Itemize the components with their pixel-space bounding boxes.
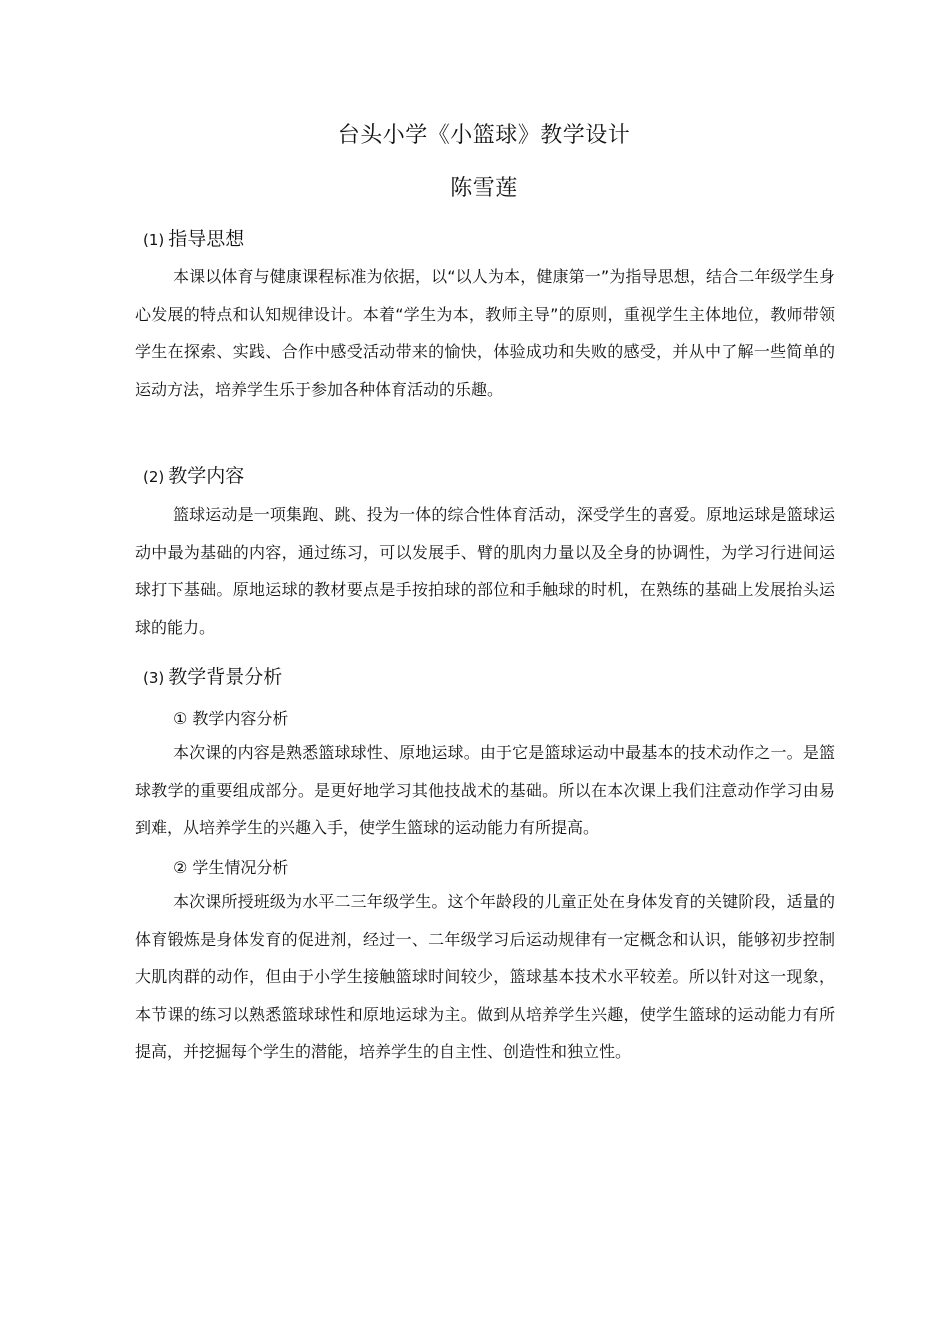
document-title: 台头小学《小篮球》教学设计 bbox=[337, 123, 631, 148]
section-paragraph: 篮球运动是一项集跑、跳、投为一体的综合性体育活动，深受学生的喜爱。原地运球是篮球运动中最为基础的内容，通过练习，可以发展手、臂的肌肉力量以及全身的协调性，为学习行进间运球打下基础。原地运球的教材要点是手按拍球的部位和手触球的时机，在熟练的基础上发展抬头运球的能力。 bbox=[135, 505, 835, 637]
section-number: (3) bbox=[143, 669, 165, 687]
section-heading bbox=[143, 461, 244, 488]
section-title: 教学背景分析 bbox=[168, 666, 283, 688]
subsection-paragraph: 本次课的内容是熟悉篮球球性、原地运球。由于它是篮球运动中最基本的技术动作之一。是篮球教学的重要组成部分。是更好地学习其他技战术的基础。所以在本次课上我们注意动作学习由易到难，从培养学生的兴趣入手，使学生篮球的运动能力有所提高。 bbox=[135, 743, 835, 837]
section-title: 指导思想 bbox=[168, 228, 245, 250]
section-paragraph: 本课以体育与健康课程标准为依据，以“以人为本，健康第一”为指导思想，结合二年级学生身心发展的特点和认知规律设计。本着“学生为本，教师主导”的原则，重视学生主体地位，教师带领学生在探索、实践、合作中感受活动带来的愉快，体验成功和失败的感受，并从中了解一些简单的运动方法，培养学生乐于参加各种体育活动的乐趣。 bbox=[135, 267, 835, 399]
subsection-paragraph: 本次课所授班级为水平二三年级学生。这个年龄段的儿童正处在身体发育的关键阶段，适量的体育锻炼是身体发育的促进剂，经过一、二年级学习后运动规律有一定概念和认识，能够初步控制大肌肉群的动作，但由于小学生接触篮球时间较少，篮球基本技术水平较差。所以针对这一现象，本节课的练习以熟悉篮球球性和原地运球为主。做到从培养学生兴趣，使学生篮球的运动能力有所提高，并挖掘每个学生的潜能，培养学生的自主性、创造性和独立性。 bbox=[135, 892, 835, 1061]
section-title: 教学内容 bbox=[168, 465, 245, 487]
subsection-heading: ① 教学内容分析 bbox=[173, 709, 289, 728]
section-number: (1) bbox=[143, 231, 165, 249]
subsection-heading: ② 学生情况分析 bbox=[173, 858, 289, 877]
document-author: 陈雪莲 bbox=[450, 176, 518, 201]
section-heading bbox=[143, 662, 282, 689]
section-heading bbox=[143, 224, 244, 251]
section-number: (2) bbox=[143, 468, 165, 486]
